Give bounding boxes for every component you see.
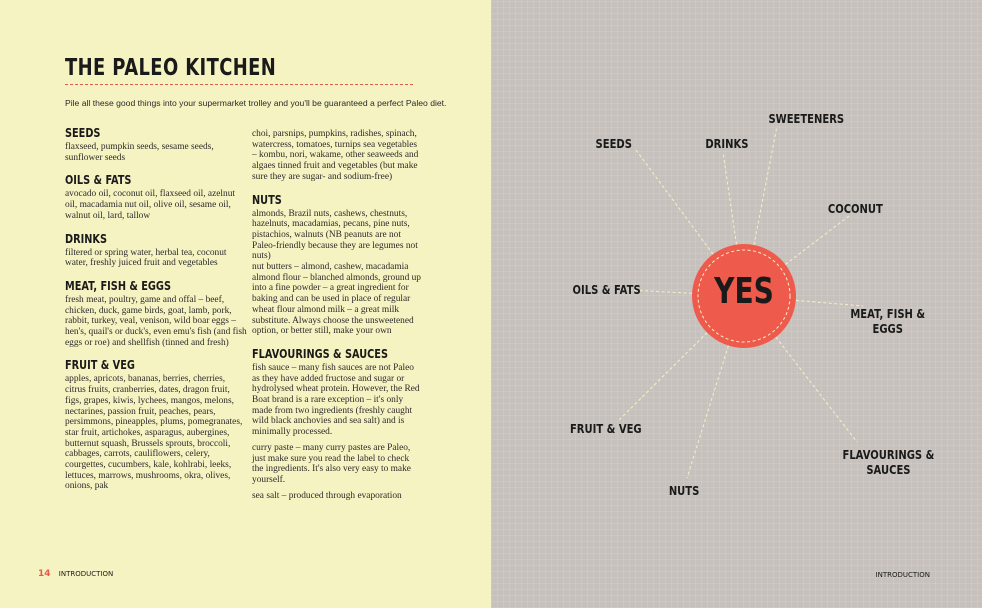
section-body [252,363,422,501]
page-number: 14 [38,569,51,579]
diagram-label-nuts: NUTS [668,483,700,498]
diagram-label-meat-fish-eggs: MEAT, FISH & EGGS [850,306,926,336]
diagram-label-oils-fats: OILS & FATS [572,282,641,297]
section-body [65,374,247,492]
section-body [252,209,422,337]
spoke-seeds [636,150,713,254]
intro-text: Pile all these good things into your supermarket trolley and you'll be guaranteed a perfect Paleo diet. [65,98,447,108]
diagram-label-drinks: DRINKS [705,136,749,151]
section-body [65,295,247,349]
diagram-label-coconut: COCONUT [827,201,883,216]
diagram-label-fruit-veg: FRUIT & VEG [569,421,642,436]
section-body [252,129,422,183]
spoke-sweeteners [754,126,777,245]
diagram-label-seeds: SEEDS [595,136,632,151]
section-paragraph: curry paste – many curry pastes are Paleo, just make sure you read the label to check the ingredients. It's also very easy to make yourself. [252,442,411,485]
section-paragraph: avocado oil, coconut oil, flaxseed oil, azelnut oil, macadamia nut oil, olive oil, sesame oil, walnut oil, lard, tallow [65,189,235,221]
spoke-nuts [687,346,728,478]
footer-left [38,569,113,579]
section-paragraph: nut butters – almond, cashew, macadamia almond flour – blanched almonds, ground up into a fine powder – a great ingredient for baking and can be used in place of regular wheat flour almond milk – a great milk substitute. Always choose the unsweetened option, or better still, make your own [252,262,421,337]
ingredients-column-1 [65,125,247,501]
section-paragraph: sea salt – produced through evaporation [252,490,402,501]
yes-label: YES [714,271,774,312]
section-body [65,189,247,221]
section-heading: OILS & FATS [65,172,132,188]
section-body [65,248,247,269]
section-heading: NUTS [252,191,282,207]
title-divider [65,84,413,85]
section-paragraph: fish sauce – many fish sauces are not Paleo as they have added fructose and sugar or hydrolysed wheat protein. However, the Red Boat brand is a rare exception – it's only made from two ingredients (freshly caught wild black anchovies and sea salt) and is minimally processed. [252,362,420,438]
section-body [65,142,247,163]
section-paragraph: apples, apricots, bananas, berries, cherries, citrus fruits, cranberries, dates, dragon fruit, figs, grapes, kiwis, lychees, mangos, melons, nectarines, passion fruit, peaches, pears, persimmons, pineapples, plums, pomegranates, star fruit, artichokes, asparagus, aubergines, butternut squash, Brussels sprouts, broccoli, cabbages, carrots, cauliflowers, celery, courgettes, cucumbers, kale, kohlrabi, leeks, lettuces, marrows, mushrooms, okra, olives, onions, pak [65,374,243,492]
footer-right-label: INTRODUCTION [875,571,930,579]
right-page [491,0,982,608]
section-heading: FRUIT & VEG [65,357,135,373]
section-paragraph: choi, parsnips, pumpkins, radishes, spinach, watercress, tomatoes, turnips sea vegetables – kombu, nori, wakame, other seaweeds and algaes tinned fruit and vegetables (but make sure they are sugar- and sodium-free) [252,129,419,182]
spoke-flavourings [776,337,857,442]
section-heading: SEEDS [65,125,101,140]
spoke-coconut [785,216,849,264]
section-paragraph: flaxseed, pumpkin seeds, sesame seeds, sunflower seeds [65,142,214,163]
section-paragraph: filtered or spring water, herbal tea, coconut water, freshly juiced fruit and vegetables [65,247,227,269]
section-heading: FLAVOURINGS & SAUCES [252,345,388,361]
section-paragraph: fresh meat, poultry, game and offal – beef, chicken, duck, game birds, goat, lamb, pork, rabbit, turkey, veal, venison, wild boar eggs – hen's, quail's or duck's, even emu's fish (and fish eggs or roe) and shellfish (tinned and fresh) [65,294,247,348]
section-heading: DRINKS [65,230,107,246]
diagram-label-sweeteners: SWEETENERS [768,111,845,126]
section-heading: MEAT, FISH & EGGS [65,277,171,293]
footer-section-label: INTRODUCTION [58,570,114,578]
spoke-fruit [619,333,707,420]
spoke-drinks [723,152,736,245]
ingredients-column-2 [252,129,422,510]
diagram-label-flavourings-sauces: FLAVOURINGS & SAUCES [842,447,935,477]
page-title: THE PALEO KITCHEN [65,55,277,81]
section-paragraph: almonds, Brazil nuts, cashews, chestnuts, hazelnuts, macadamias, pecans, pine nuts, pistachios, walnuts (NB peanuts are not Paleo-friendly because they are legumes not nuts) [252,208,418,262]
